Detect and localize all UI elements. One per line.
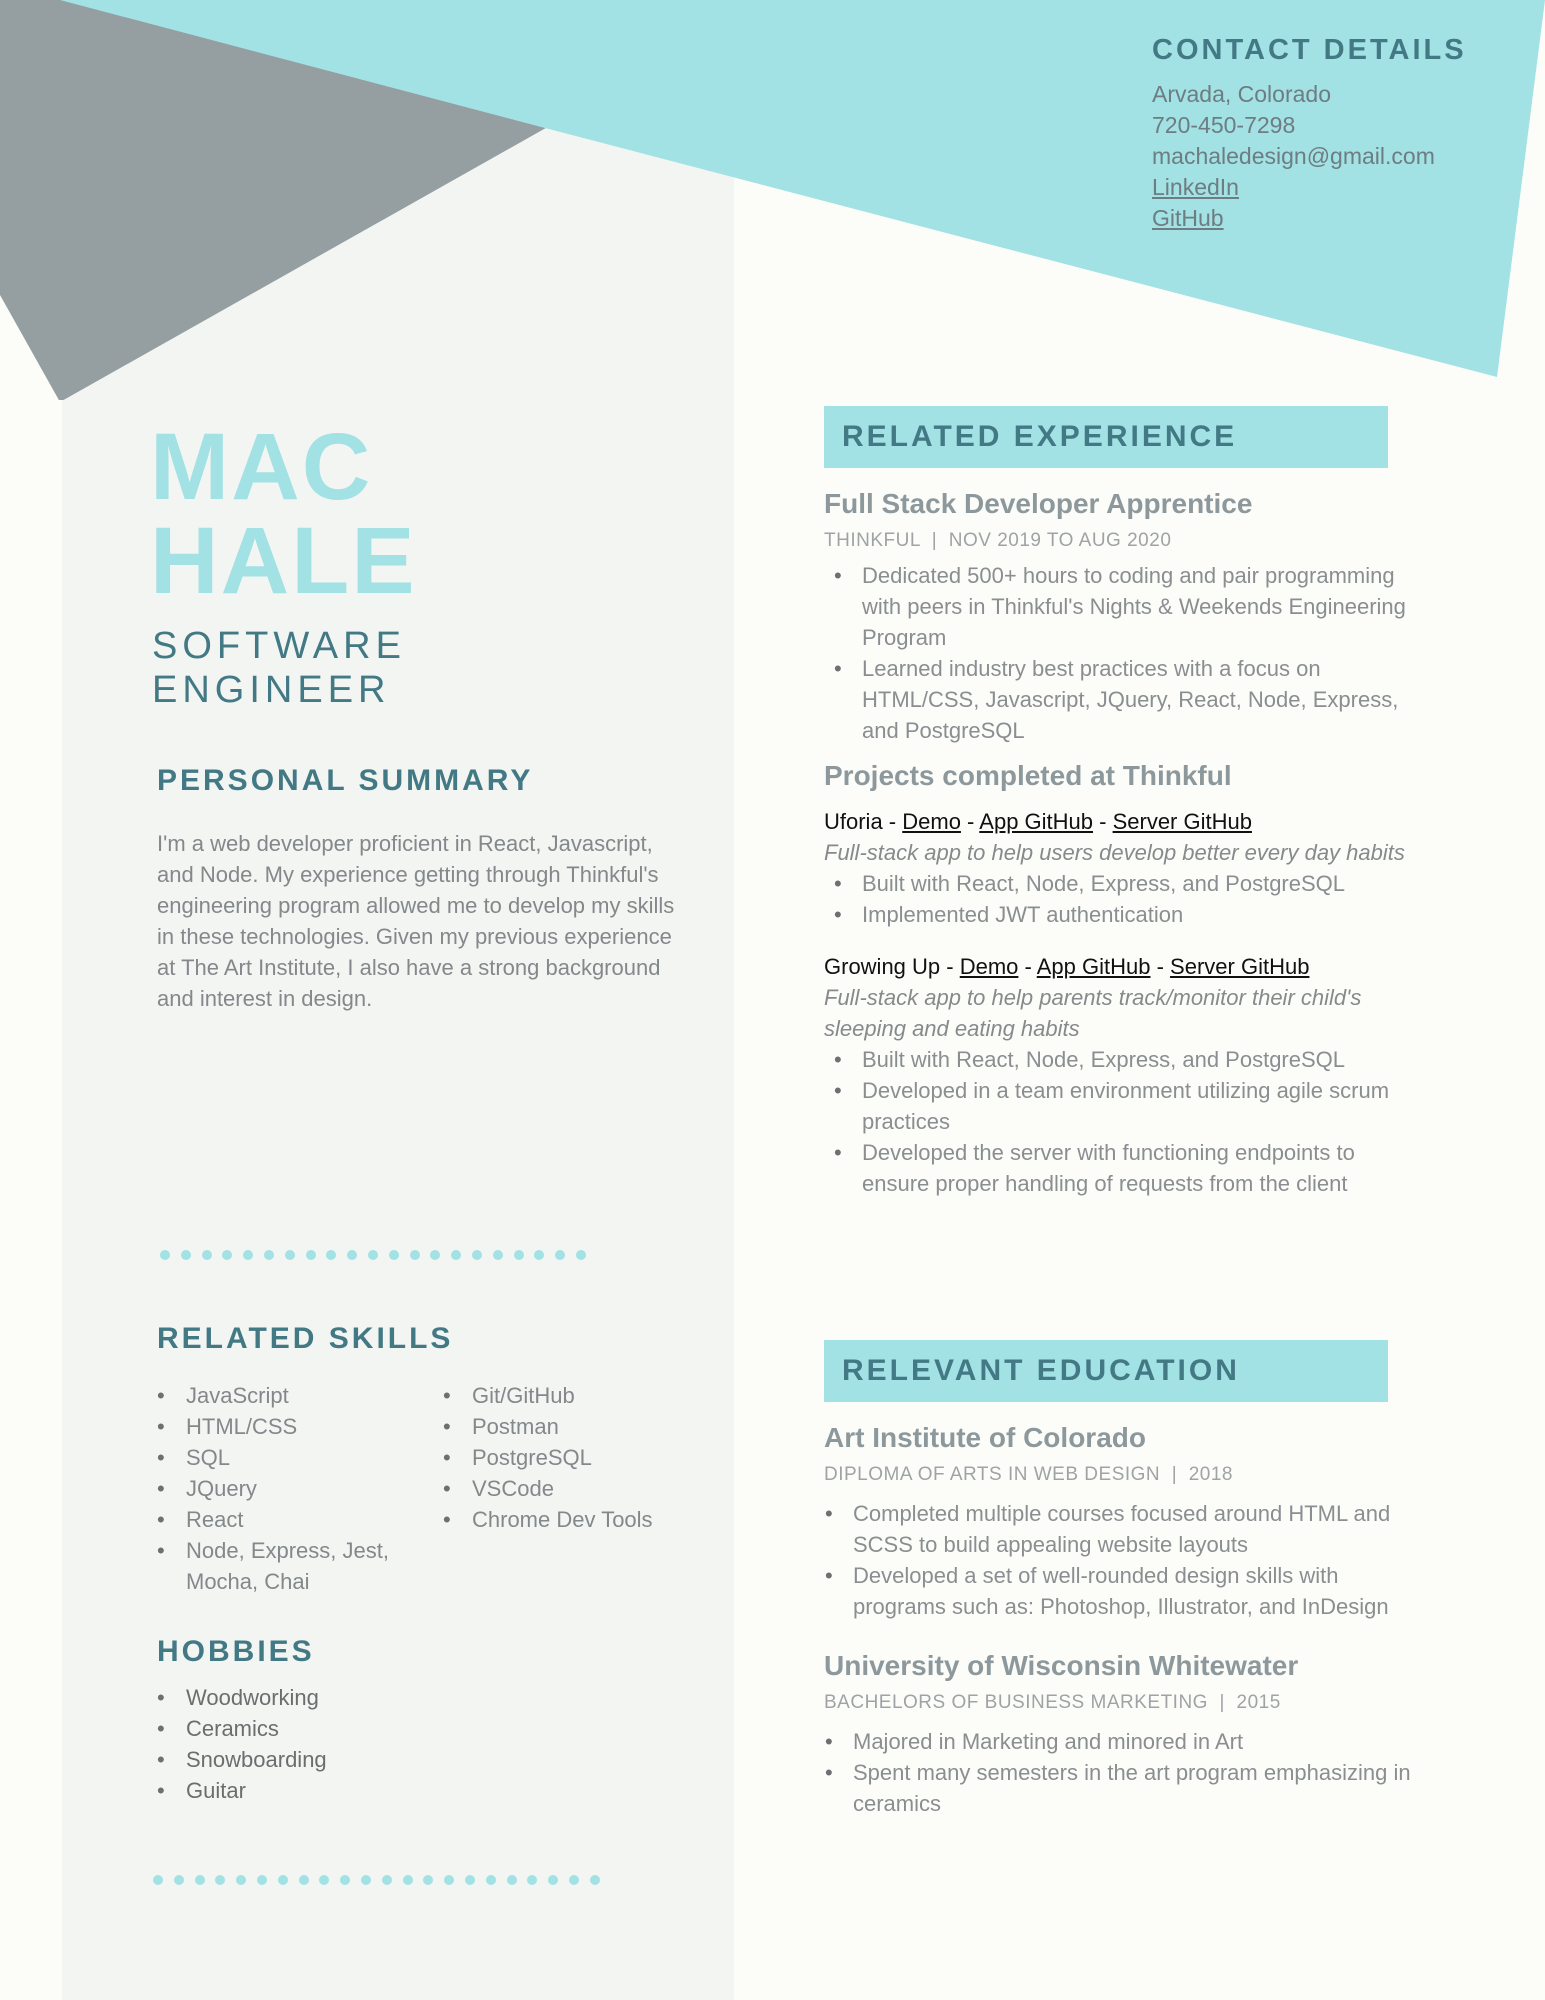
projects-title: Projects completed at Thinkful xyxy=(824,760,1232,791)
skill-item: • HTML/CSS xyxy=(186,1411,426,1442)
project-bullet: • Implemented JWT authentication xyxy=(862,899,1424,930)
last-name: HALE xyxy=(150,508,417,614)
skill-item: • Git/GitHub xyxy=(472,1380,672,1411)
skill-item: • Postman xyxy=(472,1411,672,1442)
project-bullet: • Developed in a team environment utilizing agile scrum practices xyxy=(862,1075,1424,1137)
skill-item: • JavaScript xyxy=(186,1380,426,1411)
role-line-2: ENGINEER xyxy=(152,669,391,711)
contact-location: Arvada, Colorado xyxy=(1152,81,1331,107)
project-heading: Growing Up - Demo - App GitHub - Server GitHub xyxy=(824,954,1310,979)
relevant-education-title: RELEVANT EDUCATION xyxy=(842,1354,1240,1387)
job-role xyxy=(152,624,406,712)
linkedin-link[interactable]: LinkedIn xyxy=(1152,174,1239,200)
experience-bullet: • Learned industry best practices with a focus on HTML/CSS, Javascript, JQuery, React, Node, Express, and PostgreSQL xyxy=(862,653,1424,746)
experience-bullet: • Dedicated 500+ hours to coding and pair programming with peers in Thinkful's Nights & Weekends Engineering Program xyxy=(862,560,1424,653)
skill-item: • JQuery xyxy=(186,1473,426,1504)
education-section xyxy=(824,1422,1424,1819)
school-bullets xyxy=(824,1726,1424,1819)
full-name xyxy=(150,414,417,614)
github-link[interactable]: GitHub xyxy=(1152,205,1224,231)
project-name: Uforia xyxy=(824,809,883,834)
school-bullet: • Majored in Marketing and minored in Art xyxy=(853,1726,1424,1757)
experience-meta: THINKFUL | NOV 2019 TO AUG 2020 xyxy=(824,530,1172,551)
project-description: Full-stack app to help parents track/monitor their child's sleeping and eating habits xyxy=(824,985,1362,1041)
education-banner xyxy=(824,1340,1388,1402)
skill-item: • React xyxy=(186,1504,426,1535)
personal-summary-text: I'm a web developer proficient in React, Javascript, and Node. My experience getting through Thinkful's engineering program allowed me to develop my skills in these technologies. Given my previous experience at The Art Institute, I also have a strong background and interest in design. xyxy=(157,831,675,1011)
experience-section xyxy=(824,488,1424,1199)
hobbies-title: HOBBIES xyxy=(157,1635,315,1668)
skills-list-2 xyxy=(443,1380,672,1535)
personal-summary-title: PERSONAL SUMMARY xyxy=(157,764,534,797)
project-server-github-link[interactable]: Server GitHub xyxy=(1170,954,1310,979)
project-bullets xyxy=(824,868,1424,930)
project-description: Full-stack app to help users develop better every day habits xyxy=(824,840,1405,865)
skills-list-1 xyxy=(157,1380,426,1597)
school-name: University of Wisconsin Whitewater xyxy=(824,1650,1299,1681)
project-bullets xyxy=(824,1044,1424,1199)
school-bullets xyxy=(824,1498,1424,1622)
related-experience-title: RELATED EXPERIENCE xyxy=(842,420,1238,453)
dotted-divider-bottom xyxy=(153,1872,611,1886)
contact-details xyxy=(1152,34,1512,234)
school-meta: DIPLOMA OF ARTS IN WEB DESIGN | 2018 xyxy=(824,1464,1233,1485)
project-server-github-link[interactable]: Server GitHub xyxy=(1112,809,1252,834)
role-line-1: SOFTWARE xyxy=(152,625,406,667)
hobby-item: • Woodworking xyxy=(186,1682,327,1713)
school-meta: BACHELORS OF BUSINESS MARKETING | 2015 xyxy=(824,1692,1281,1713)
project-demo-link[interactable]: Demo xyxy=(959,954,1019,979)
experience-bullets xyxy=(824,560,1424,746)
skill-item: • Node, Express, Jest, Mocha, Chai xyxy=(186,1535,426,1597)
project-name: Growing Up xyxy=(824,954,941,979)
dotted-divider xyxy=(160,1247,597,1261)
first-name: MAC xyxy=(150,414,373,520)
skill-item: • Chrome Dev Tools xyxy=(472,1504,672,1535)
skill-item: • SQL xyxy=(186,1442,426,1473)
hobby-item: • Guitar xyxy=(186,1775,327,1806)
school-bullet: • Completed multiple courses focused around HTML and SCSS to build appealing website layouts xyxy=(853,1498,1424,1560)
skill-item: • PostgreSQL xyxy=(472,1442,672,1473)
school-bullet: • Developed a set of well-rounded design skills with programs such as: Photoshop, Illustrator, and InDesign xyxy=(853,1560,1424,1622)
school-name: Art Institute of Colorado xyxy=(824,1422,1146,1453)
school-bullet: • Spent many semesters in the art program emphasizing in ceramics xyxy=(853,1757,1424,1819)
project-bullet: • Developed the server with functioning endpoints to ensure proper handling of requests from the client xyxy=(862,1137,1424,1199)
project-heading: Uforia - Demo - App GitHub - Server GitHub xyxy=(824,809,1252,834)
hobby-item: • Snowboarding xyxy=(186,1744,327,1775)
contact-email: machaledesign@gmail.com xyxy=(1152,143,1435,169)
project-demo-link[interactable]: Demo xyxy=(902,809,961,834)
experience-banner xyxy=(824,406,1388,468)
experience-job-title: Full Stack Developer Apprentice xyxy=(824,488,1253,519)
hobby-item: • Ceramics xyxy=(186,1713,327,1744)
project-app-github-link[interactable]: App GitHub xyxy=(1036,954,1151,979)
related-skills-title: RELATED SKILLS xyxy=(157,1322,454,1355)
skill-item: • VSCode xyxy=(472,1473,672,1504)
contact-title: CONTACT DETAILS xyxy=(1152,34,1467,66)
project-bullet: • Built with React, Node, Express, and PostgreSQL xyxy=(862,1044,1424,1075)
project-app-github-link[interactable]: App GitHub xyxy=(979,809,1094,834)
contact-phone: 720-450-7298 xyxy=(1152,112,1296,138)
project-bullet: • Built with React, Node, Express, and PostgreSQL xyxy=(862,868,1424,899)
hobbies-list xyxy=(157,1682,327,1806)
